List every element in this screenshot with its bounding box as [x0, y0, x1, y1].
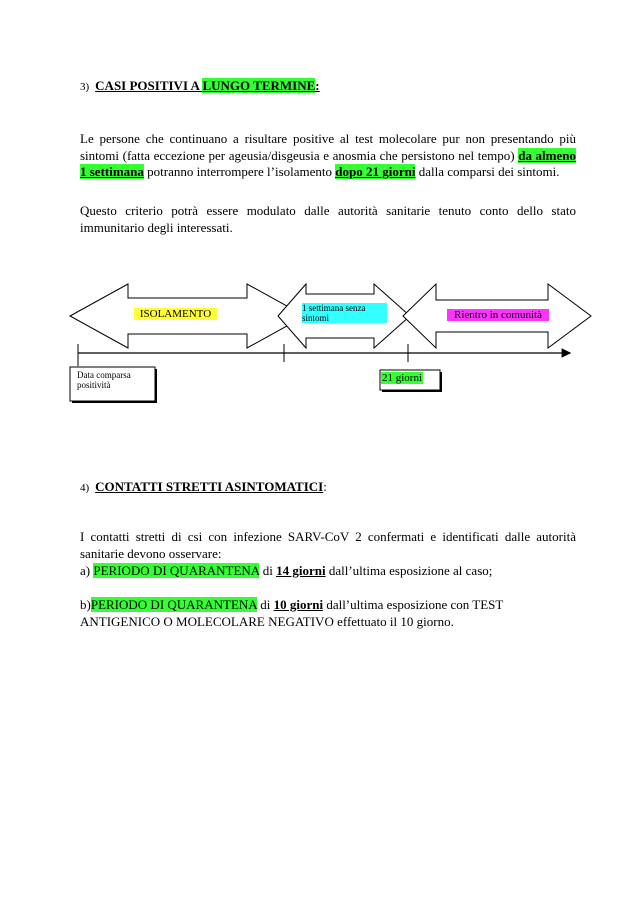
item-a-mid: di — [259, 563, 277, 578]
section-4-item-b-line2: ANTIGENICO O MOLECOLARE NEGATIVO effettuato il 10 giorno. — [80, 614, 454, 629]
timeline-diagram — [0, 280, 636, 410]
section-4-heading — [80, 479, 327, 495]
section-4-item-a — [80, 563, 492, 579]
rientro-label: Rientro in comunità — [447, 309, 549, 321]
isolamento-label: ISOLAMENTO — [134, 308, 217, 320]
section-3-title-prefix: CASI POSITIVI A — [95, 78, 203, 93]
section-3-text-part1: Le persone che continuano a risultare positive al test molecolare pur non presentando più sintomi (fatta eccezione per ageusia/disgeusia e anosmia che persistono nel tempo) — [80, 131, 576, 163]
item-a-prefix: a) — [80, 563, 94, 578]
section-3-heading — [80, 78, 320, 94]
section-3-paragraph-2: Questo criterio potrà essere modulato dalle autorità sanitarie tenuto conto dello stato immunitario degli interessati. — [80, 203, 576, 235]
end-box-label: 21 giorni — [382, 372, 423, 384]
start-box-label: Data comparsa positività — [77, 370, 131, 390]
item-b-suffix-line1: dall’ultima esposizione con TEST — [323, 597, 504, 612]
section-4-title-suffix: : — [323, 479, 327, 494]
one-week-label: 1 settimana senza sintomi — [302, 303, 387, 323]
item-b-days: 10 giorni — [273, 597, 324, 612]
section-3-text-part2: potranno interrompere l’isolamento — [143, 164, 336, 179]
item-a-highlight: PERIODO DI QUARANTENA — [93, 563, 260, 578]
section-3-title-highlight: LUNGO TERMINE — [202, 78, 316, 93]
item-b-highlight: PERIODO DI QUARANTENA — [90, 597, 257, 612]
section-3-number: 3) — [80, 81, 90, 93]
section-4-title: CONTATTI STRETTI ASINTOMATICI — [95, 479, 324, 494]
section-3-paragraph — [80, 131, 576, 181]
item-a-suffix: dall’ultima esposizione al caso; — [325, 563, 493, 578]
item-b-mid: di — [256, 597, 274, 612]
section-4-item-b — [80, 597, 503, 613]
section-4-paragraph: I contatti stretti di csi con infezione SARV-CoV 2 confermati e identificati dalle autorità sanitarie devono osservare: — [80, 529, 576, 561]
section-4-number: 4) — [80, 482, 90, 494]
section-3-text-part3: dalla comparsi dei sintomi. — [415, 164, 560, 179]
section-3-title — [95, 78, 315, 93]
section-3-highlight-21-days: dopo 21 giorni — [335, 164, 416, 179]
section-3-highlight-week: da almeno 1 settimana — [80, 147, 576, 179]
section-3-title-suffix: : — [315, 78, 320, 93]
item-a-days: 14 giorni — [276, 563, 326, 578]
item-b-prefix: b) — [80, 597, 91, 612]
